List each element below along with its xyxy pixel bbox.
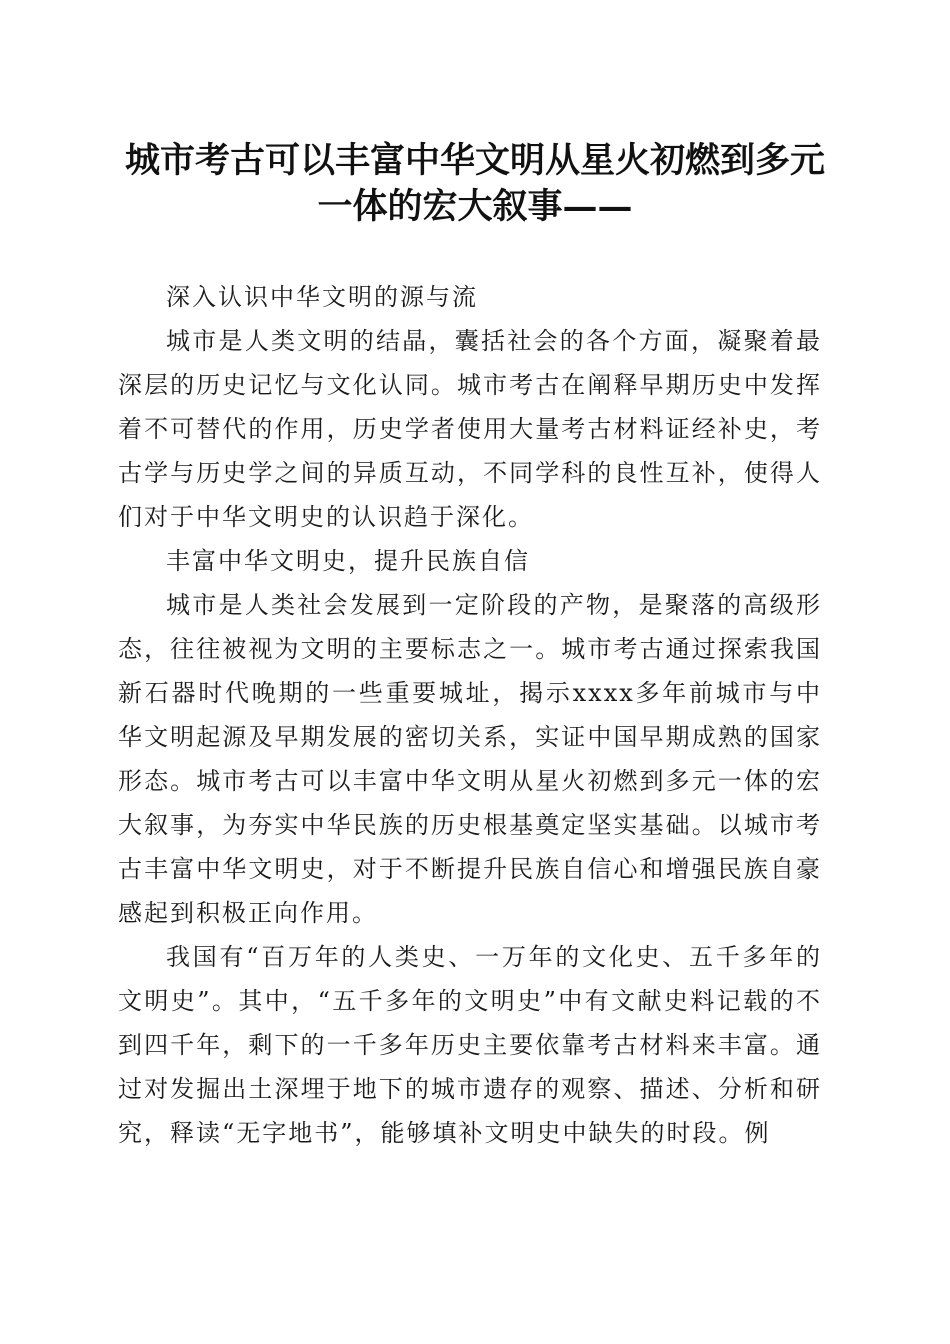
body-paragraph: 我国有“百万年的人类史、一万年的文化史、五千多年的文明史”。其中，“五千多年的文明史”中有文献史料记载的不到四千年，剩下的一千多年历史主要依靠考古材料来丰富。通过对发掘出土深埋于地下的城市遗存的观察、描述、分析和研究，释读“无字地书”，能够填补文明史中缺失的时段。例 [118, 943, 822, 1147]
body-paragraph: 城市是人类文明的结晶，囊括社会的各个方面，凝聚着最深层的历史记忆与文化认同。城市考古在阐释早期历史中发挥着不可替代的作用，历史学者使用大量考古材料证经补史，考古学与历史学之间的异质互动，不同学科的良性互补，使得人们对于中华文明史的认识趋于深化。 [118, 327, 822, 531]
section-heading: 丰富中华文明史，提升民族自信 [166, 547, 530, 575]
document-title: 城市考古可以丰富中华文明从星火初燃到多元一体的宏大叙事—— [124, 140, 825, 227]
section-heading: 深入认识中华文明的源与流 [166, 283, 478, 311]
body-paragraph: 城市是人类社会发展到一定阶段的产物，是聚落的高级形态，往往被视为文明的主要标志之一。城市考古通过探索我国新石器时代晚期的一些重要城址，揭示xxxx多年前城市与中华文明起源及早期发展的密切关系，实证中国早期成熟的国家形态。城市考古可以丰富中华文明从星火初燃到多元一体的宏大叙事，为夯实中华民族的历史根基奠定坚实基础。以城市考古丰富中华文明史，对于不断提升民族自信心和增强民族自豪感起到积极正向作用。 [118, 591, 822, 927]
document-body [118, 275, 822, 1155]
